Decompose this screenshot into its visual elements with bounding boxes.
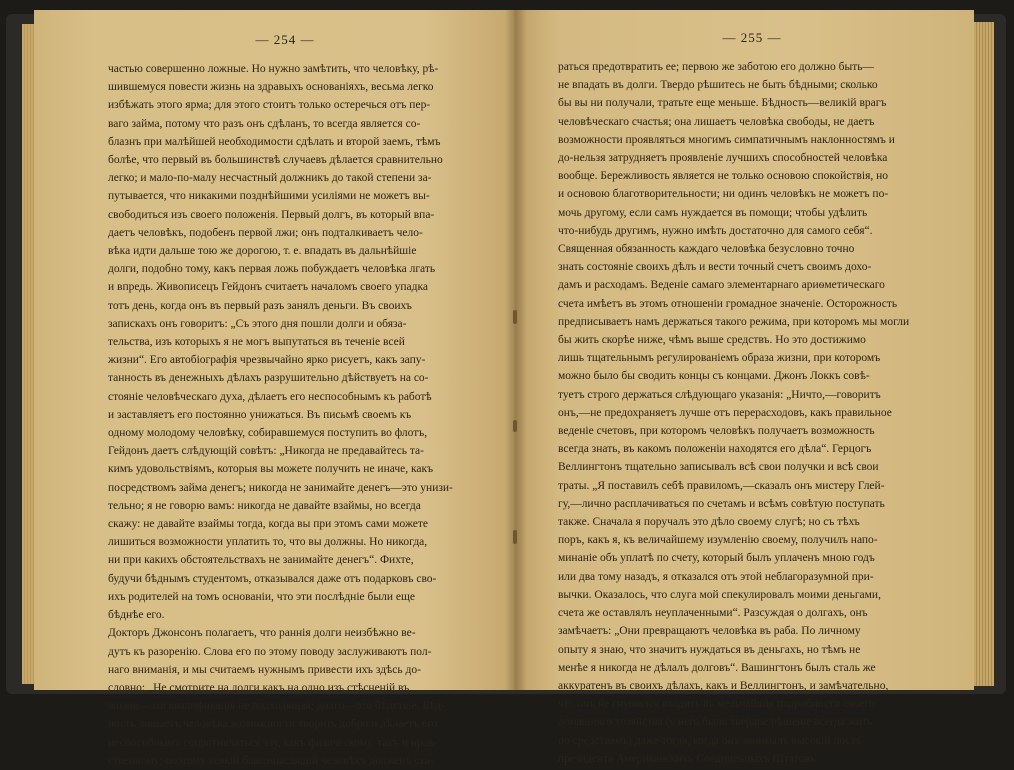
right-page-line: вообще. Бережливость является не только основою спокойствія, но [558, 170, 889, 183]
book-gutter [505, 10, 527, 690]
right-page-line: также. Сначала я поручалъ это дѣло своему слугѣ; но съ тѣхъ [558, 516, 860, 529]
left-page-line: бѣднѣе его. [108, 609, 165, 622]
right-page-line: менѣе я никогда не дѣлалъ долговъ“. Вашингтонъ былъ сталь же [558, 661, 876, 674]
left-page-line: будучи бѣднымъ студентомъ, отказывался даже отъ подарковъ сво- [108, 572, 437, 585]
left-page-line: наго вниманія, и мы считаемъ нужнымъ привести ихъ здѣсь до- [108, 663, 421, 676]
right-page-line: домашняго хозяйства (у него было твердое рѣшеніе всегда жить [558, 716, 873, 729]
left-page-line: даетъ человѣкъ, подобенъ первой лжи; онъ подталкиваетъ чело- [108, 226, 423, 239]
right-page-line: минаніе объ уплатѣ по счету, который былъ уплаченъ мною годъ [558, 552, 875, 565]
right-page-line: возможности проявляться многимъ симпатичнымъ наклонностямъ и [558, 133, 895, 146]
right-page-line: всегда знать, въ какомъ положеніи находятся его дѣла“. Герцогъ [558, 443, 872, 456]
left-page-line: избѣжать этого ярма; для этого стоитъ только остеречься отъ пер- [108, 99, 431, 112]
right-page-line: гу,—лично расплачиваться по счетамъ и всѣмъ совѣтую поступать [558, 497, 885, 510]
left-page-line: Гейдонъ даетъ слѣдующій совѣтъ: „Никогда не предавайтесь та- [108, 445, 424, 458]
left-page-line: частью совершенно ложные. Но нужно замѣтить, что человѣку, рѣ- [108, 63, 439, 75]
left-page-line: запискахъ онъ говоритъ: „Съ этого дня пошли долги и обяза- [108, 317, 407, 330]
left-page-line: ность лишаетъ человѣка возможности творить добро и дѣлаетъ его [108, 718, 438, 731]
left-page-line: ихъ родителей на томъ основаніи, что эти послѣдніе были еще [108, 590, 415, 603]
left-page [34, 10, 518, 767]
left-page-line: и впредь. Живописецъ Гейдонъ считаетъ началомъ своего упадка [108, 281, 429, 294]
right-page [514, 10, 974, 765]
right-page-line: туетъ строго держаться слѣдующаго указанія: „Ничто,—говоритъ [558, 388, 881, 401]
left-page-line: тельства, изъ которыхъ я не могъ выпутаться въ теченіе всей [108, 336, 405, 349]
right-page-line: мочь другому, если самъ нуждается въ помощи; чтобы удѣлить [558, 206, 868, 219]
right-page-line: человѣческаго счастья; она лишаетъ человѣка свободы, не даетъ [558, 115, 875, 128]
left-page-line: вѣка идти дальше тою же дорогою, т. е. впадать въ дальнѣйшіе [108, 245, 417, 258]
right-page-line: бы жить скорѣе ниже, чѣмъ выше средствъ. Но это достижимо [558, 334, 866, 347]
right-page-number: — 255 — [722, 30, 782, 45]
left-page-line: ваго займа, потому что разъ онъ сдѣланъ, то всегда является со- [108, 117, 421, 130]
right-page-line: онъ,—не предохраняетъ лучше отъ перерасходовъ, какъ правильное [558, 406, 892, 419]
right-page-line: что онъ не гнушался входить въ мельчайшія подробности своего [558, 698, 875, 711]
left-page-line: долги, подобно тому, какъ первая ложь побуждаетъ человѣка лгать [108, 263, 436, 276]
left-page-line: кимъ удовольствіямъ, которыя вы можете получить не иначе, какъ [108, 463, 434, 476]
left-page-line: неспособнымъ сопротивляться злу, какъ физическому, такъ и нрав- [108, 736, 438, 749]
left-page-line: лишиться возможности уплатить то, что вы должны. Но никогда, [108, 536, 428, 549]
right-page-line: или два тому назадъ, я отказался отъ этой неблагоразумной при- [558, 570, 874, 583]
left-page-line: легко; и мало-по-малу несчастный должникъ до такой степени за- [108, 172, 432, 185]
left-page-line: путывается, что никакими позднѣйшими усиліями не можетъ вы- [108, 190, 430, 203]
right-page-line: знать состояніе своихъ дѣлъ и вести точный счетъ своимъ дохо- [558, 261, 872, 274]
right-page-line: лишь тщательнымъ регулированіемъ образа жизни, при которомъ [558, 352, 881, 365]
right-page-line: предписываетъ намъ держаться такого режима, при которомъ мы могли [558, 315, 910, 328]
right-page-line: счета же оставлялъ неуплаченными“. Разсуждая о долгахъ, онъ [558, 607, 868, 620]
left-page-line: скажу: не давайте взаймы тогда, когда вы при этомъ сами можете [108, 518, 429, 531]
left-page-line: посредствомъ займа денегъ; никогда не занимайте денегъ—это унизи- [108, 481, 453, 494]
left-page-line: блазнъ при малѣйшей необходимости сдѣлать и второй заемъ, тѣмъ [108, 135, 441, 148]
right-page-line: бы вы ни получали, тратьте еще меньше. Бѣдность—великій врагъ [558, 97, 887, 110]
right-page-line: раться предотвратить ее; первою же заботою его должно быть— [558, 61, 874, 73]
left-page-line: болѣе, что первый въ большинствѣ случаевъ дѣлается сравнительно [108, 154, 443, 167]
right-page-line: аккуратенъ въ своихъ дѣлахъ, какъ и Веллингтонъ, и замѣчательно, [558, 679, 889, 692]
left-page-line: дутъ къ разоренію. Слова его по этому поводу заслуживаютъ пол- [108, 645, 432, 658]
right-page-line: и основою благотворительности; ни одинъ человѣкъ не можетъ по- [558, 188, 889, 201]
left-page-line: жизни—эта квалификація не подходящая; долги—это бѣдствіе. Бѣд- [108, 700, 445, 713]
left-page-text [108, 60, 492, 770]
right-page-line: поръ, какъ я, къ величайшему изумленію своему, получилъ напо- [558, 534, 878, 547]
right-page-line: счета имѣетъ въ этомъ отношеніи громадное значеніе. Осторожность [558, 297, 898, 310]
left-page-line: стояніе человѣческаго духа, дѣлаетъ его неспособнымъ къ работѣ [108, 390, 432, 403]
right-page-line: что-нибудь другимъ, нужно имѣть достаточно для самого себя“. [558, 224, 873, 237]
left-page-line: одному молодому человѣку, собиравшемуся поступить во флотъ, [108, 427, 428, 440]
binding-stitch [513, 530, 517, 544]
left-page-line: и заставляетъ его постоянно унижаться. Въ письмѣ своемъ къ [108, 408, 412, 421]
left-page-line: танность въ денежныхъ дѣлахъ разрушительно дѣйствуетъ на со- [108, 372, 429, 385]
right-page-line: можно было бы сводить концы съ концами. Джонъ Локкъ совѣ- [558, 370, 870, 383]
right-page-line: траты. „Я поставилъ себѣ правиломъ,—сказалъ онъ мистеру Глей- [558, 479, 885, 492]
binding-stitch [513, 420, 517, 432]
right-page-line: Священная обязанность каждаго человѣка безусловно точно [558, 243, 855, 256]
right-page-line: Веллингтонъ тщательно записывалъ всѣ свои получки и всѣ свои [558, 461, 879, 474]
left-page-line: тотъ день, когда онъ въ первый разъ занялъ деньги. Въ своихъ [108, 299, 412, 312]
right-page-line: президента Американскихъ Соединенныхъ Штатовъ. [558, 752, 819, 765]
right-page-line: не впадать въ долги. Твердо рѣшитесь не быть бѣдными; сколько [558, 79, 878, 92]
right-page-line: по средствамъ) даже тогда, когда онъ занималъ высокій постъ [558, 734, 862, 747]
right-page-line: замѣчаетъ: „Они превращаютъ человѣка въ раба. По личному [558, 625, 861, 638]
left-page-line: свободиться изъ своего положенія. Первый долгъ, въ который впа- [108, 208, 435, 221]
left-page-line: ни при какихъ обстоятельствахъ не занимайте денегъ“. Фихте, [108, 554, 414, 567]
right-page-line: до-нельзя затрудняетъ проявленіе лучшихъ способностей человѣка [558, 152, 888, 165]
left-page-line: жизни“. Его автобіографія чрезвычайно ярко рисуетъ, какъ запу- [108, 354, 426, 367]
left-page-number: — 254 — [255, 32, 315, 47]
right-page-line: вычки. Оказалось, что слуга мой спекулировалъ моими деньгами, [558, 588, 881, 601]
right-page-line: дамъ и расходамъ. Веденіе самаго элементарнаго ариѳметическаго [558, 279, 885, 292]
right-page-line: веденіе счетовъ, при которомъ человѣкъ получаетъ возможность [558, 425, 875, 438]
left-page-line: тельно; я не говорю вамъ: никогда не давайте взаймы, но всегда [108, 499, 421, 512]
binding-stitch [513, 310, 517, 324]
right-page-text [558, 58, 946, 768]
right-page-line: опыту я знаю, что значитъ нуждаться въ деньгахъ, но тѣмъ не [558, 643, 861, 656]
left-page-line: шившемуся повести жизнь на здравыхъ основаніяхъ, весьма легко [108, 81, 434, 94]
left-page-line: ственному; поэтому всякій благомыслящій человѣкъ долженъ ста- [108, 754, 434, 767]
left-page-line: Докторъ Джонсонъ полагаетъ, что раннія долги неизбѣжно ве- [108, 627, 416, 640]
left-page-line: словно: „Не смотрите на долги какъ на одно изъ стѣсненій въ [108, 681, 410, 694]
